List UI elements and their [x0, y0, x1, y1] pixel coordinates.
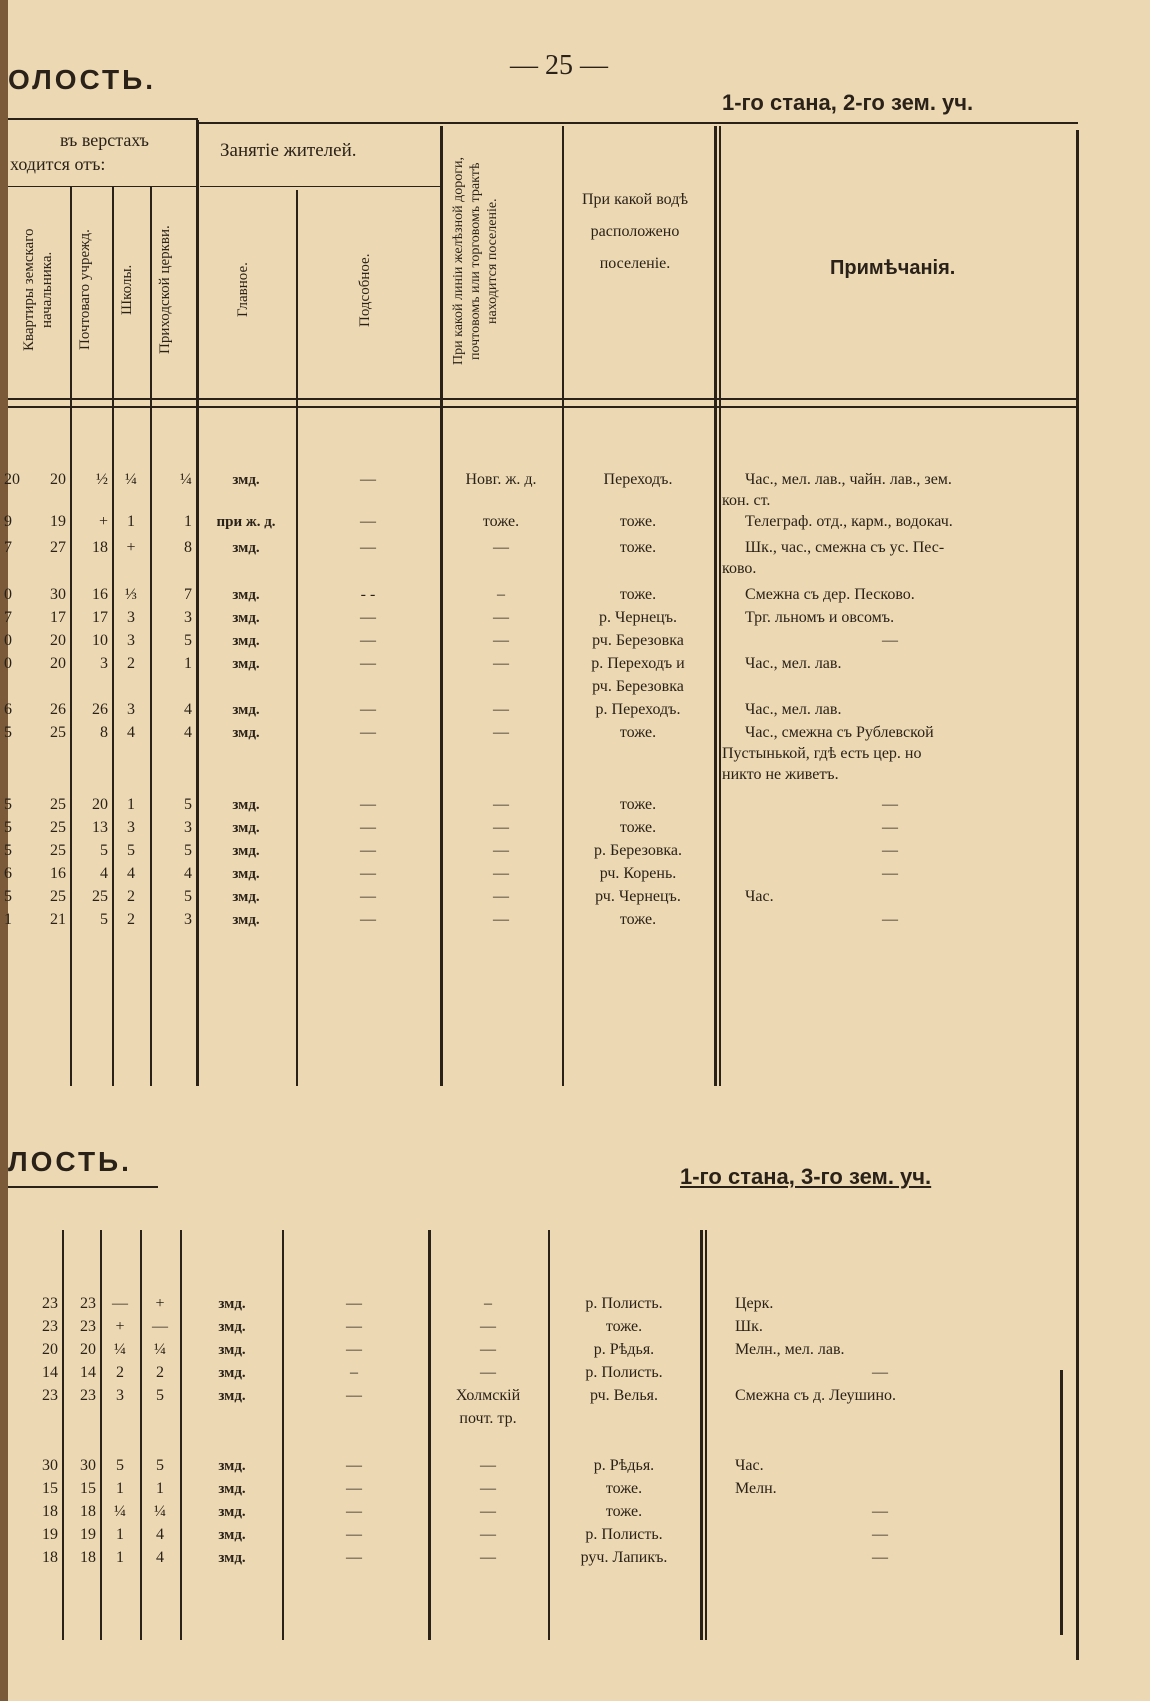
cell-main: змд. [218, 1365, 246, 1381]
cell-shkola: 5 [127, 842, 135, 859]
cell-note: Смежна съ д. Леушино. [735, 1387, 897, 1404]
cell-road: — [493, 655, 509, 672]
cell-water: тоже. [619, 586, 657, 603]
cell-value: 7 [4, 539, 12, 556]
cell-pochta: 16 [92, 586, 108, 603]
cell-aux: — [360, 819, 376, 836]
cell-tserkov: 5 [184, 842, 192, 859]
cell-main: змд. [232, 889, 260, 905]
cell-road: — [493, 632, 509, 649]
cell-pochta: 20 [80, 1341, 96, 1358]
col-line [140, 1230, 142, 1640]
cell-tserkov: 4 [156, 1526, 164, 1543]
cell-zem-nachalnik: 25 [50, 819, 66, 836]
cell-aux: — [360, 632, 376, 649]
cell-road: – [484, 1295, 492, 1312]
page-number: — 25 — [510, 50, 608, 81]
cell-shkola: + [126, 539, 136, 556]
cell-road: — [493, 865, 509, 882]
cell-aux: — [360, 701, 376, 718]
col-tserkov: Приходской церкви. [157, 225, 173, 355]
cell-tserkov: 1 [184, 655, 192, 672]
distance-header [10, 128, 149, 176]
cell-main: змд. [218, 1527, 246, 1543]
cell-pochta: 5 [100, 911, 108, 928]
cell-note: Шк., час., смежна съ ус. Пес- [745, 539, 945, 556]
cell-shkola: ⅓ [125, 586, 137, 603]
cell-value: 0 [4, 586, 12, 603]
cell-value: 5 [4, 888, 12, 905]
cell-main: змд. [232, 725, 260, 741]
cell-road: Новг. ж. д. [465, 471, 537, 488]
cell-note: — [872, 1364, 888, 1381]
cell-pochta: 25 [92, 888, 108, 905]
cell-zem-nachalnik: 16 [50, 865, 66, 882]
cell-zem-nachalnik: 18 [42, 1503, 58, 1520]
cell-main: змд. [218, 1481, 246, 1497]
cell-shkola: 5 [116, 1457, 124, 1474]
cell-zem-nachalnik: 30 [50, 586, 66, 603]
distance-title-2: ходится отъ: [10, 154, 106, 174]
cell-water: р. Рѣдья. [593, 1341, 655, 1358]
cell-main: змд. [218, 1342, 246, 1358]
cell-road: — [480, 1526, 496, 1543]
cell-zem-nachalnik: 14 [42, 1364, 58, 1381]
cell-shkola: 1 [116, 1526, 124, 1543]
cell-value: 5 [4, 819, 12, 836]
cell-main: змд. [232, 702, 260, 718]
cell-zem-nachalnik: 17 [50, 609, 66, 626]
cell-main: змд. [232, 633, 260, 649]
cell-shkola: 3 [127, 701, 135, 718]
cell-tserkov: 3 [184, 819, 192, 836]
col-line [180, 1230, 182, 1640]
cell-shkola: ¼ [125, 471, 137, 488]
col-line [719, 126, 721, 1086]
cell-note: Пустынькой, гдѣ есть цер. но [722, 745, 922, 762]
cell-water: р. Переходъ и [591, 655, 685, 672]
cell-aux: — [346, 1457, 362, 1474]
col-line [548, 1230, 550, 1640]
cell-zem-nachalnik: 30 [42, 1457, 58, 1474]
cell-pochta: 18 [80, 1549, 96, 1566]
cell-main: змд. [218, 1550, 246, 1566]
cell-shkola: ¼ [114, 1503, 126, 1520]
cell-note: Трг. льномъ и овсомъ. [745, 609, 895, 626]
col-line [562, 126, 564, 1086]
cell-zem-nachalnik: 26 [50, 701, 66, 718]
cell-road: — [493, 911, 509, 928]
cell-note: Церк. [735, 1295, 774, 1312]
cell-road: — [493, 888, 509, 905]
col-road: При какой линіи желѣзной дороги, почтовомъ или торговомъ трактѣ находится поселеніе. [451, 157, 500, 366]
cell-main: змд. [232, 472, 260, 488]
cell-note: Смежна съ дер. Песково. [745, 586, 915, 603]
cell-main: змд. [218, 1319, 246, 1335]
cell-pochta: 4 [100, 865, 108, 882]
cell-road: — [480, 1457, 496, 1474]
cell-value: 7 [4, 609, 12, 626]
cell-zem-nachalnik: 25 [50, 842, 66, 859]
cell-zem-nachalnik: 15 [42, 1480, 58, 1497]
cell-road: — [493, 819, 509, 836]
section-title-top: ОЛОСТЬ. [8, 64, 157, 95]
cell-aux: - - [360, 586, 376, 603]
district-label-top: 1-го стана, 2-го зем. уч. [722, 90, 974, 115]
cell-aux: — [360, 471, 376, 488]
cell-aux: — [360, 796, 376, 813]
cell-road: — [493, 701, 509, 718]
cell-road: – [497, 586, 505, 603]
col-line [700, 1230, 703, 1640]
cell-pochta: 8 [100, 724, 108, 741]
cell-pochta: + [98, 513, 108, 530]
cell-pochta: 20 [92, 796, 108, 813]
cell-note: Час., мел. лав. [745, 655, 842, 672]
cell-aux: — [346, 1480, 362, 1497]
cell-note: — [882, 911, 898, 928]
cell-water: тоже. [619, 819, 657, 836]
cell-zem-nachalnik: 25 [50, 888, 66, 905]
cell-main: змд. [232, 820, 260, 836]
cell-note: — [882, 842, 898, 859]
cell-zem-nachalnik: 27 [50, 539, 66, 556]
cell-tserkov: 5 [184, 888, 192, 905]
cell-note: Мелн. [735, 1480, 777, 1497]
cell-tserkov: 5 [184, 796, 192, 813]
cell-tserkov: + [155, 1295, 165, 1312]
cell-tserkov: 2 [156, 1364, 164, 1381]
occupation-header: Занятіе жителей. [220, 140, 357, 161]
col-pochta: Почтоваго учрежд. [77, 229, 93, 351]
cell-pochta: 17 [92, 609, 108, 626]
cell-value: 20 [4, 471, 20, 488]
col-line [282, 1230, 284, 1640]
cell-road: — [493, 609, 509, 626]
cell-aux: — [346, 1318, 362, 1335]
cell-aux: — [346, 1387, 362, 1404]
cell-note: Час., мел. лав., чайн. лав., зем. [745, 471, 952, 488]
cell-pochta: 23 [80, 1295, 96, 1312]
cell-road: — [493, 796, 509, 813]
cell-aux: — [360, 655, 376, 672]
cell-tserkov: 7 [184, 586, 192, 603]
cell-water: тоже. [619, 513, 657, 530]
col-zem-nachalnik: Квартиры земскаго начальника. [21, 228, 55, 352]
cell-road: — [480, 1341, 496, 1358]
cell-aux: — [360, 539, 376, 556]
cell-note: — [872, 1549, 888, 1566]
cell-water: тоже. [619, 911, 657, 928]
cell-zem-nachalnik: 20 [50, 655, 66, 672]
cell-main: змд. [232, 912, 260, 928]
cell-note: — [882, 632, 898, 649]
cell-shkola: 3 [116, 1387, 124, 1404]
cell-tserkov: 1 [156, 1480, 164, 1497]
cell-zem-nachalnik: 25 [50, 796, 66, 813]
cell-road: — [480, 1318, 496, 1335]
col-line [440, 126, 443, 1086]
right-border [1060, 1370, 1063, 1635]
rule [198, 122, 1078, 124]
cell-tserkov: 5 [184, 632, 192, 649]
rule [8, 1186, 158, 1188]
cell-tserkov: ¼ [154, 1503, 166, 1520]
cell-main: змд. [232, 656, 260, 672]
cell-water: рч. Велья. [589, 1387, 659, 1404]
cell-water: тоже. [619, 724, 657, 741]
cell-main: змд. [218, 1504, 246, 1520]
cell-road: — [493, 724, 509, 741]
cell-tserkov: 8 [184, 539, 192, 556]
cell-note: Шк. [735, 1318, 763, 1335]
cell-water: рч. Чернецъ. [595, 888, 681, 905]
cell-shkola: ¼ [114, 1341, 126, 1358]
cell-aux: — [346, 1341, 362, 1358]
cell-shkola: 1 [127, 796, 135, 813]
cell-pochta: 26 [92, 701, 108, 718]
cell-zem-nachalnik: 23 [42, 1295, 58, 1312]
cell-value: 1 [4, 911, 12, 928]
cell-main: змд. [232, 866, 260, 882]
cell-water: тоже. [605, 1318, 643, 1335]
cell-note: — [882, 796, 898, 813]
col-line [714, 126, 717, 1086]
col-aux: Подсобное. [357, 253, 373, 327]
cell-zem-nachalnik: 20 [50, 471, 66, 488]
cell-zem-nachalnik: 19 [42, 1526, 58, 1543]
cell-shkola: 3 [127, 609, 135, 626]
distance-title-1: въ верстахъ [60, 130, 149, 150]
cell-water: рч. Березовка [592, 678, 684, 695]
cell-tserkov: 3 [184, 609, 192, 626]
cell-road: — [480, 1503, 496, 1520]
cell-tserkov: 5 [156, 1457, 164, 1474]
cell-note: Час. [735, 1457, 764, 1474]
rule [8, 186, 198, 187]
cell-pochta: 18 [92, 539, 108, 556]
section-title-bottom: ЛОСТЬ. [8, 1146, 132, 1177]
cell-zem-nachalnik: 18 [42, 1549, 58, 1566]
cell-road: — [493, 539, 509, 556]
cell-value: 0 [4, 655, 12, 672]
cell-water: тоже. [619, 539, 657, 556]
col-water: При какой водѣ расположено поселеніе. [581, 191, 689, 272]
cell-water: тоже. [619, 796, 657, 813]
cell-note: — [882, 865, 898, 882]
cell-zem-nachalnik: 19 [50, 513, 66, 530]
cell-water: руч. Лапикъ. [580, 1549, 668, 1566]
cell-note: кон. ст. [722, 492, 771, 509]
cell-water: р. Рѣдья. [593, 1457, 655, 1474]
cell-zem-nachalnik: 23 [42, 1318, 58, 1335]
cell-tserkov: 5 [156, 1387, 164, 1404]
cell-road: — [493, 842, 509, 859]
cell-note: никто не живетъ. [722, 766, 839, 783]
cell-pochta: 30 [80, 1457, 96, 1474]
cell-shkola: 1 [127, 513, 135, 530]
col-main: Главное. [235, 262, 251, 318]
col-line [705, 1230, 707, 1640]
cell-value: 0 [4, 632, 12, 649]
cell-aux: — [346, 1295, 362, 1312]
cell-pochta: 18 [80, 1503, 96, 1520]
cell-shkola: 2 [127, 888, 135, 905]
cell-shkola: 1 [116, 1549, 124, 1566]
cell-water: р. Полисть. [585, 1295, 663, 1312]
cell-shkola: 4 [127, 724, 135, 741]
cell-note: Час., смежна съ Рублевской [745, 724, 934, 741]
cell-road: — [480, 1364, 496, 1381]
header-bottom-rule [8, 398, 1078, 400]
cell-note: Мелн., мел. лав. [735, 1341, 845, 1358]
cell-tserkov: 4 [184, 724, 192, 741]
cell-shkola: 4 [127, 865, 135, 882]
cell-pochta: 23 [80, 1318, 96, 1335]
cell-aux: – [350, 1364, 358, 1381]
cell-aux: — [360, 842, 376, 859]
cell-main: змд. [232, 797, 260, 813]
cell-zem-nachalnik: 20 [50, 632, 66, 649]
cell-tserkov: 4 [184, 701, 192, 718]
cell-value: 6 [4, 701, 12, 718]
district-label-bottom: 1-го стана, 3-го зем. уч. [680, 1164, 932, 1189]
cell-tserkov: 1 [184, 513, 192, 530]
cell-pochta: 5 [100, 842, 108, 859]
cell-main: змд. [232, 843, 260, 859]
cell-main: при ж. д. [216, 514, 276, 530]
cell-shkola: 2 [127, 655, 135, 672]
cell-tserkov: ¼ [180, 471, 192, 488]
cell-main: змд. [232, 587, 260, 603]
cell-tserkov: 3 [184, 911, 192, 928]
cell-water: рч. Корень. [599, 865, 677, 882]
col-line [100, 1230, 102, 1640]
cell-pochta: 14 [80, 1364, 96, 1381]
cell-main: змд. [218, 1458, 246, 1474]
rule [8, 118, 198, 120]
col-line [62, 1230, 64, 1640]
cell-value: 6 [4, 865, 12, 882]
cell-pochta: 3 [100, 655, 108, 672]
cell-note: Час. [745, 888, 774, 905]
cell-shkola: 1 [116, 1480, 124, 1497]
cell-aux: — [360, 724, 376, 741]
cell-value: 5 [4, 724, 12, 741]
cell-note: Телеграф. отд., карм., водокач. [745, 513, 953, 530]
cell-aux: — [360, 609, 376, 626]
cell-main: змд. [218, 1296, 246, 1312]
cell-value: 5 [4, 796, 12, 813]
cell-water: р. Полисть. [585, 1364, 663, 1381]
cell-zem-nachalnik: 23 [42, 1387, 58, 1404]
cell-pochta: 13 [92, 819, 108, 836]
cell-shkola: 2 [116, 1364, 124, 1381]
cell-aux: — [346, 1526, 362, 1543]
cell-aux: — [360, 911, 376, 928]
col-line [428, 1230, 431, 1640]
cell-water: рч. Березовка [592, 632, 684, 649]
cell-aux: — [360, 865, 376, 882]
cell-main: змд. [218, 1388, 246, 1404]
cell-pochta: 19 [80, 1526, 96, 1543]
cell-road: тоже. [482, 513, 520, 530]
cell-tserkov: 4 [156, 1549, 164, 1566]
cell-shkola: 2 [127, 911, 135, 928]
cell-note: ково. [722, 560, 757, 577]
cell-road: — [480, 1480, 496, 1497]
rule [200, 186, 440, 187]
cell-shkola: + [115, 1318, 125, 1335]
cell-main: змд. [232, 610, 260, 626]
cell-water: тоже. [605, 1503, 643, 1520]
cell-zem-nachalnik: 21 [50, 911, 66, 928]
cell-aux: — [360, 513, 376, 530]
cell-shkola: — [112, 1295, 128, 1312]
cell-pochta: 23 [80, 1387, 96, 1404]
cell-road: — [480, 1549, 496, 1566]
cell-tserkov: — [152, 1318, 168, 1335]
cell-pochta: ½ [96, 471, 108, 488]
cell-water: р. Полисть. [585, 1526, 663, 1543]
cell-road: Холмскій [455, 1387, 521, 1404]
cell-tserkov: 4 [184, 865, 192, 882]
header-bottom-rule [8, 406, 1078, 408]
cell-road: почт. тр. [459, 1410, 517, 1427]
cell-note: — [882, 819, 898, 836]
cell-zem-nachalnik: 20 [42, 1341, 58, 1358]
cell-water: р. Чернецъ. [599, 609, 677, 626]
cell-aux: — [346, 1549, 362, 1566]
cell-water: тоже. [605, 1480, 643, 1497]
cell-aux: — [346, 1503, 362, 1520]
cell-water: Переходъ. [603, 471, 673, 488]
col-notes: Примѣчанія. [830, 257, 956, 279]
cell-water: р. Переходъ. [595, 701, 681, 718]
cell-note: — [872, 1503, 888, 1520]
cell-main: змд. [232, 540, 260, 556]
cell-pochta: 10 [92, 632, 108, 649]
right-border [1076, 130, 1079, 1660]
cell-note: — [872, 1526, 888, 1543]
col-shkola: Школы. [119, 264, 135, 316]
cell-zem-nachalnik: 25 [50, 724, 66, 741]
cell-value: 5 [4, 842, 12, 859]
cell-water: р. Березовка. [594, 842, 682, 859]
cell-shkola: 3 [127, 632, 135, 649]
cell-note: Час., мел. лав. [745, 701, 842, 718]
cell-pochta: 15 [80, 1480, 96, 1497]
cell-aux: — [360, 888, 376, 905]
cell-tserkov: ¼ [154, 1341, 166, 1358]
cell-value: 9 [4, 513, 12, 530]
cell-shkola: 3 [127, 819, 135, 836]
